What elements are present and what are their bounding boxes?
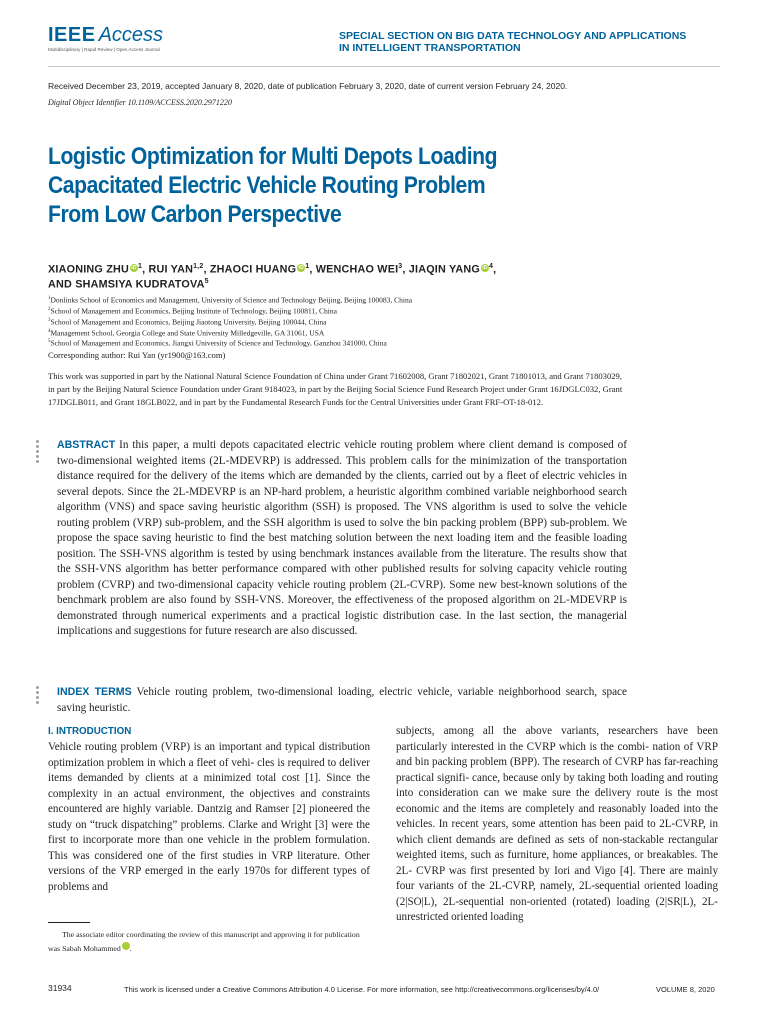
footnote-divider	[48, 922, 90, 923]
affiliation-text: School of Management and Economics, Beijing Jiaotong University, Beijing 100044, China	[50, 317, 327, 327]
index-terms-marker-icon	[36, 686, 40, 706]
author-list-line1: XIAONING ZHU $iD^1$, RUI YAN$^{1,2}$, ZHAOCI HUANG $iD^1$, WENCHAO WEI$^3$, JIAQIN YANG $iD^4$,	[48, 263, 497, 276]
author-affil: 1	[305, 263, 310, 270]
special-section-line2: IN INTELLIGENT TRANSPORTATION	[339, 42, 521, 54]
orcid-icon[interactable]: iD	[131, 264, 137, 271]
footnote: The associate editor coordinating the review of this manuscript and approving it for publication was Sabah Mohammed iD.	[48, 930, 360, 953]
affiliation-number: 5	[48, 339, 51, 344]
abstract-text: In this paper, a multi depots capacitated electric vehicle routing problem where client demand is composed of two-dimensional weighted items (2L-MDEVRP) is addressed. This problem calls for the minimization of the transportation distance required for the delivery of the items which are demanded by the clients, carried out by a fleet of electric vehicles in several depots. Since the 2L-MDEVRP is an NP-hard problem, a heuristic algorithm combined variable neighborhood search algorithm (VNS) and space saving heuristic algorithm (SSH) is proposed. The VNS algorithm is used to solve the vehicle routing problem (VRP) sub-problem, and the SSH algorithm is used to solve the bin packing problem (BPP) sub-problem. We propose the space saving heuristic to find the best matching solution between the next loading item and the feasible loading position. The SSH-VNS algorithm is tested by using benchmark instances available from the literature. The results show that the SSH-VNS algorithm has better performance compared with other published results for solving capacity vehicle routing problem (CVRP) and two-dimensional capacity vehicle routing problem (2L-CVRP). Some new best-known solutions of the benchmark problem are also found by SSH-VNS. Moreover, the effectiveness of the proposed algorithm on 2L-MDEVRP is demonstrated through numerical experiments and a practical logistic distribution case. In the last section, the managerial implications and suggestions for future research are also discussed.	[57, 439, 627, 637]
index-terms-label: INDEX TERMS	[57, 686, 132, 698]
author-affil: 4	[489, 263, 494, 270]
footnote-text: The associate editor coordinating the review of this manuscript and approving it for publication was Sabah Mohammed	[48, 930, 360, 953]
funding-statement: This work was supported in part by the National Natural Science Foundation of China under Grant 71602008, Grant 71802021, Grant 71801013, and Grant 71803029, in part by the Beijing Natural Science Foundation under Grant 9184023, in part by the Beijing Social Science Fund Research Project under Grant 16JDGLC032, Grant 17JDGLB011, and Grant 18GLB022, and in part by the Fundamental Research Funds for the Central Universities under Grant FRF-OT-18-012.	[48, 371, 623, 407]
affiliation-text: Donlinks School of Economics and Management, University of Science and Technology Beijing, Beijing 100083, China	[50, 295, 413, 305]
orcid-icon[interactable]: iD	[122, 942, 130, 950]
volume-label: VOLUME 8, 2020	[656, 985, 715, 994]
author-affil: 1,2	[193, 263, 204, 270]
author-affil: 1	[137, 263, 143, 270]
affiliation-number: 1	[48, 296, 51, 301]
page-number: 31934	[48, 983, 72, 993]
orcid-icon[interactable]: iD	[298, 264, 304, 271]
section-heading: I. INTRODUCTION	[48, 726, 132, 737]
affiliation-number: 2	[48, 307, 51, 312]
abstract-label: ABSTRACT	[57, 439, 116, 451]
header-divider	[48, 66, 720, 67]
index-terms	[57, 685, 627, 716]
affiliation-text: Management School, Georgia College and State University Milledgeville, GA 31061, USA	[50, 328, 325, 338]
license-text[interactable]: This work is licensed under a Creative Commons Attribution 4.0 License. For more information, see http://creativecommons.org/licenses/by/4.0/	[124, 985, 600, 994]
orcid-icon[interactable]: iD	[482, 264, 488, 271]
author-list-line2	[48, 278, 728, 291]
received-dates: Received December 23, 2019, accepted January 8, 2020, date of publication February 3, 2020, date of current version February 24, 2020.	[48, 81, 568, 91]
corresponding-author: Corresponding author: Rui Yan (yr1900@163.com)	[48, 350, 226, 360]
body-column-left: Vehicle routing problem (VRP) is an important and typical distribution optimization problem in which a fleet of vehi- cles is required to deliver items demanded by clients at a minimized total cost [1]. Since the complexity in an actual environment, the objectives and constraints encountered are highly variable. Dantzig and Ramser [2] pioneered the study on “truck dispatching” problems. Clarke and Wright [3] were the first to incorporate more than one vehicle in the problem formulation. This was considered one of the first studies in VRP literature. Other versions of the VRP emerged in the early 1970s for different types of problems and	[48, 741, 370, 893]
special-section-line1: SPECIAL SECTION ON BIG DATA TECHNOLOGY AND APPLICATIONS	[339, 30, 687, 42]
affiliation-number: 4	[48, 329, 51, 334]
title-line-2: Capacitated Electric Vehicle Routing Problem	[48, 172, 486, 199]
author-name: JIAQIN YANG	[408, 263, 481, 276]
doi: Digital Object Identifier 10.1109/ACCESS.2020.2971220	[48, 98, 232, 107]
title-line-1: Logistic Optimization for Multi Depots Loading	[48, 143, 498, 170]
author-affil: 3	[398, 263, 403, 270]
body-column-right: subjects, among all the above variants, researchers have been particularly interested in the CVRP which is the combi- nation of VRP and bin packing problem (BPP). The research of CVRP has far-reaching practical signifi- cance, because only by taking both loading and routing into consideration can we make sure the delivery route is the most economic and the items are completely and reasonably loaded into the vehicles. In recent years, some attention has been paid to 2L-CVRP, in which client demands are defined as sets of non-stackable rectangular weighted items, such as furniture, home appliances, or breakables. The 2L- CVRP was first presented by Iori and Vigo [4]. There are mainly four variants of the 2L-CVRP, namely, 2L-sequential oriented loading (2|SO|L), 2L-sequential non-oriented (rotated) loading (2|SR|L), 2L-unrestricted oriented loading	[396, 725, 718, 923]
author-name: WENCHAO WEI	[315, 263, 399, 276]
title-line-3: From Low Carbon Perspective	[48, 201, 342, 228]
author-affil: 5	[204, 278, 209, 285]
author-name: RUI YAN	[148, 263, 194, 276]
author-name: XIAONING ZHU	[48, 263, 129, 276]
affiliation	[48, 337, 387, 349]
affiliation-number: 3	[48, 318, 51, 323]
affiliation-text: School of Management and Economics, Jiangxi University of Science and Technology, Ganzhou 341000, China	[50, 338, 387, 348]
logo-ieee: IEEE	[48, 24, 96, 46]
author-name: ZHAOCI HUANG	[209, 263, 297, 276]
ieee-access-logo	[48, 25, 178, 55]
paper-title	[48, 142, 620, 229]
author-name: AND SHAMSIYA KUDRATOVA	[48, 278, 205, 291]
logo-access: Access	[98, 24, 164, 46]
abstract	[57, 438, 627, 640]
index-terms-text: Vehicle routing problem, two-dimensional loading, electric vehicle, variable neighborhood search, space saving heuristic.	[57, 686, 627, 714]
affiliation-text: School of Management and Economics, Beijing Institute of Technology, Beijing 100811, China	[50, 306, 337, 316]
abstract-marker-icon	[36, 440, 40, 465]
logo-tagline: Multidisciplinary | Rapid Review | Open Access Journal	[48, 47, 160, 52]
